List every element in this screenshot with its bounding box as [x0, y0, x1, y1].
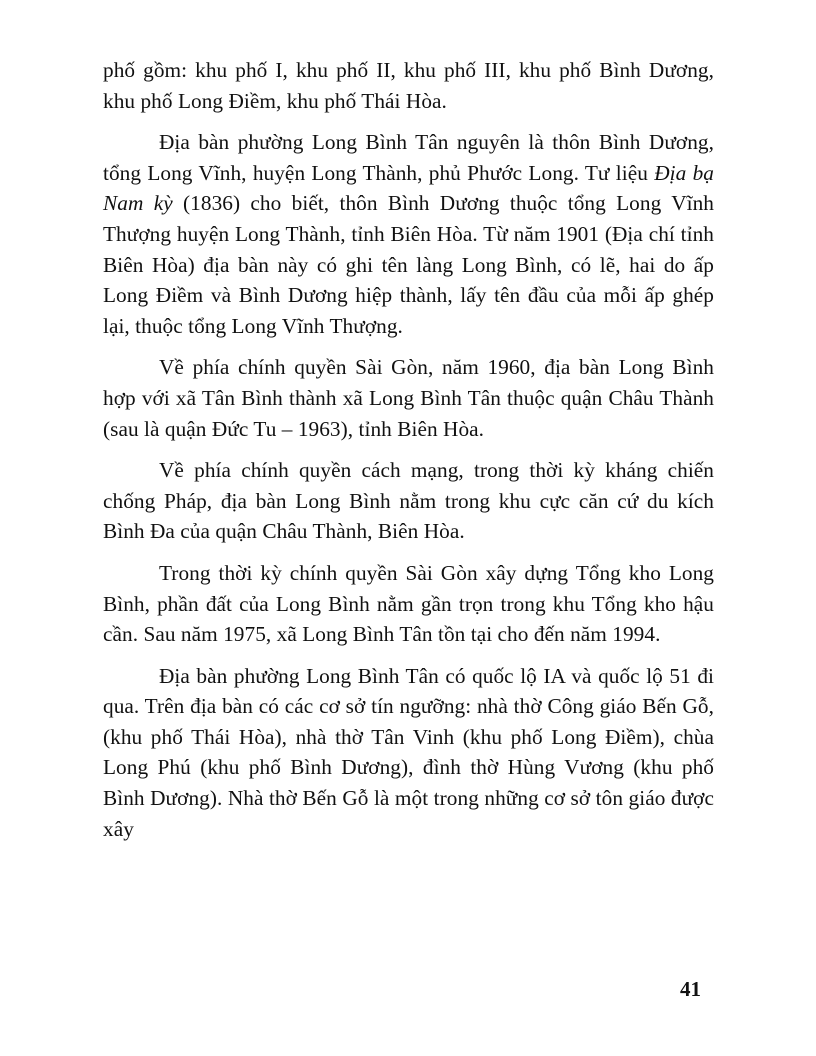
paragraph-4-text: Về phía chính quyền cách mạng, trong thời kỳ kháng chiến chống Pháp, địa bàn Long Bình nằm trong khu cực căn cứ du kích Bình Đa của quận Châu Thành, Biên Hòa.: [103, 458, 714, 544]
paragraph-1: [103, 55, 714, 116]
paragraph-6-text: Địa bàn phường Long Bình Tân có quốc lộ IA và quốc lộ 51 đi qua. Trên địa bàn có các cơ sở tín ngưỡng: nhà thờ Công giáo Bến Gỗ, (khu phố Thái Hòa), nhà thờ Tân Vinh (khu phố Long Điềm), chùa Long Phú (khu phố Bình Dương), đình thờ Hùng Vương (khu phố Bình Dương). Nhà thờ Bến Gỗ là một trong những cơ sở tôn giáo được xây: [103, 663, 714, 841]
paragraph-2: [103, 127, 714, 341]
page-body: [103, 55, 714, 844]
paragraph-3-text: Về phía chính quyền Sài Gòn, năm 1960, địa bàn Long Bình hợp với xã Tân Bình thành xã Long Bình Tân thuộc quận Châu Thành (sau là quận Đức Tu – 1963), tỉnh Biên Hòa.: [103, 355, 714, 441]
paragraph-4: [103, 455, 714, 547]
paragraph-3: [103, 352, 714, 444]
paragraph-5: [103, 558, 714, 650]
page-number: 41: [680, 977, 701, 1001]
book-title-dia-ba-nam-ky: Địa bạ Nam kỳ: [103, 160, 714, 216]
paragraph-5-text: Trong thời kỳ chính quyền Sài Gòn xây dựng Tổng kho Long Bình, phần đất của Long Bình nằm gần trọn trong khu Tổng kho hậu cần. Sau năm 1975, xã Long Bình Tân tồn tại cho đến năm 1994.: [103, 560, 714, 647]
paragraph-1-text: phố gồm: khu phố I, khu phố II, khu phố III, khu phố Bình Dương, khu phố Long Điềm, khu phố Thái Hòa.: [103, 58, 714, 113]
paragraph-2-text-after: (1836) cho biết, thôn Bình Dương thuộc tổng Long Vĩnh Thượng huyện Long Thành, tỉnh Biên Hòa. Từ năm 1901 (Địa chí tỉnh Biên Hòa) địa bàn này có ghi tên làng Long Bình, có lẽ, hai do ấp Long Điềm và Bình Dương hiệp thành, lấy tên đầu của mỗi ấp ghép lại, thuộc tổng Long Vĩnh Thượng.: [103, 191, 714, 338]
paragraph-2-text-before: Địa bàn phường Long Bình Tân nguyên là thôn Bình Dương, tổng Long Vĩnh, huyện Long Thành, phủ Phước Long. Tư liệu: [103, 130, 714, 185]
paragraph-6: [103, 661, 714, 845]
